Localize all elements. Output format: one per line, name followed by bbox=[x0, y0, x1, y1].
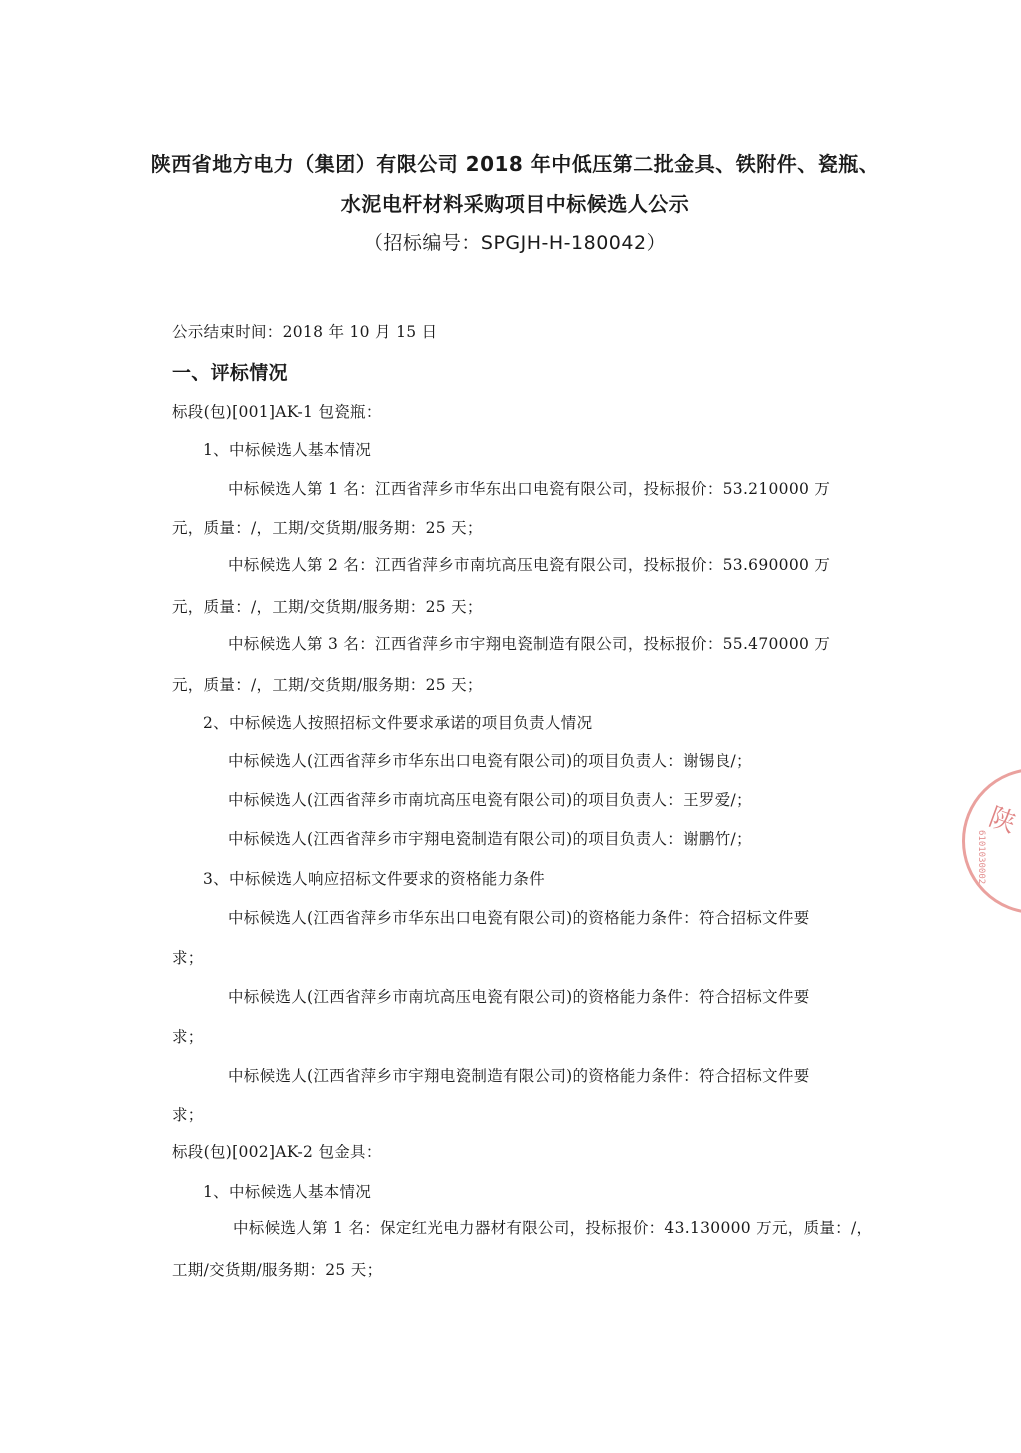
section-heading: 一、评标情况 bbox=[172, 362, 288, 384]
lot1-project-manager-3: 中标候选人(江西省萍乡市宇翔电瓷制造有限公司)的项目负责人：谢鹏竹/； bbox=[228, 830, 752, 848]
lot1-qualification-1-line-b: 求； bbox=[172, 949, 204, 967]
lot1-qualification-2-line-a: 中标候选人(江西省萍乡市南坑高压电瓷有限公司)的资格能力条件：符合招标文件要 bbox=[228, 988, 810, 1006]
lot1-candidate-3-line-a: 中标候选人第 3 名：江西省萍乡市宇翔电瓷制造有限公司，投标报价：55.470000 万 bbox=[228, 635, 831, 653]
lot1-qualification-3-line-a: 中标候选人(江西省萍乡市宇翔电瓷制造有限公司)的资格能力条件：符合招标文件要 bbox=[228, 1067, 810, 1085]
lot1-qualification-2-line-b: 求； bbox=[172, 1028, 204, 1046]
lot2-subheading-1: 1、中标候选人基本情况 bbox=[203, 1183, 372, 1201]
tender-number: （招标编号：SPGJH-H-180042） bbox=[363, 232, 667, 254]
lot1-candidate-1-line-b: 元，质量：/，工期/交货期/服务期：25 天； bbox=[172, 519, 483, 537]
company-seal-digits: 6101030002 bbox=[976, 830, 986, 885]
lot1-qualification-3-line-b: 求； bbox=[172, 1106, 204, 1124]
lot2-candidate-1-line-b: 工期/交货期/服务期：25 天； bbox=[172, 1261, 383, 1279]
lot1-candidate-3-line-b: 元，质量：/，工期/交货期/服务期：25 天； bbox=[172, 676, 483, 694]
lot1-subheading-2: 2、中标候选人按照招标文件要求承诺的项目负责人情况 bbox=[203, 714, 593, 732]
lot1-candidate-2-line-b: 元，质量：/，工期/交货期/服务期：25 天； bbox=[172, 598, 483, 616]
title-line-2: 水泥电杆材料采购项目中标候选人公示 bbox=[340, 192, 690, 216]
lot1-project-manager-2: 中标候选人(江西省萍乡市南坑高压电瓷有限公司)的项目负责人：王罗爱/； bbox=[228, 791, 752, 809]
title-line-1: 陕西省地方电力（集团）有限公司 2018 年中低压第二批金具、铁附件、瓷瓶、 bbox=[150, 152, 880, 176]
company-seal-char: 陕 bbox=[984, 802, 1020, 840]
lot1-qualification-1-line-a: 中标候选人(江西省萍乡市华东出口电瓷有限公司)的资格能力条件：符合招标文件要 bbox=[228, 909, 810, 927]
lot1-project-manager-1: 中标候选人(江西省萍乡市华东出口电瓷有限公司)的项目负责人：谢锡良/； bbox=[228, 752, 752, 770]
lot2-label: 标段(包)[002]AK-2 包金具： bbox=[172, 1143, 382, 1161]
company-seal bbox=[962, 768, 1021, 914]
lot1-subheading-1: 1、中标候选人基本情况 bbox=[203, 441, 372, 459]
lot1-candidate-2-line-a: 中标候选人第 2 名：江西省萍乡市南坑高压电瓷有限公司，投标报价：53.690000 万 bbox=[228, 556, 831, 574]
lot1-label: 标段(包)[001]AK-1 包瓷瓶： bbox=[172, 403, 382, 421]
publicity-end-time: 公示结束时间：2018 年 10 月 15 日 bbox=[172, 323, 438, 341]
lot1-candidate-1-line-a: 中标候选人第 1 名：江西省萍乡市华东出口电瓷有限公司，投标报价：53.210000 万 bbox=[228, 480, 831, 498]
lot1-subheading-3: 3、中标候选人响应招标文件要求的资格能力条件 bbox=[203, 870, 545, 888]
lot2-candidate-1-line-a: 中标候选人第 1 名：保定红光电力器材有限公司，投标报价：43.130000 万元，质量：/， bbox=[233, 1219, 873, 1237]
